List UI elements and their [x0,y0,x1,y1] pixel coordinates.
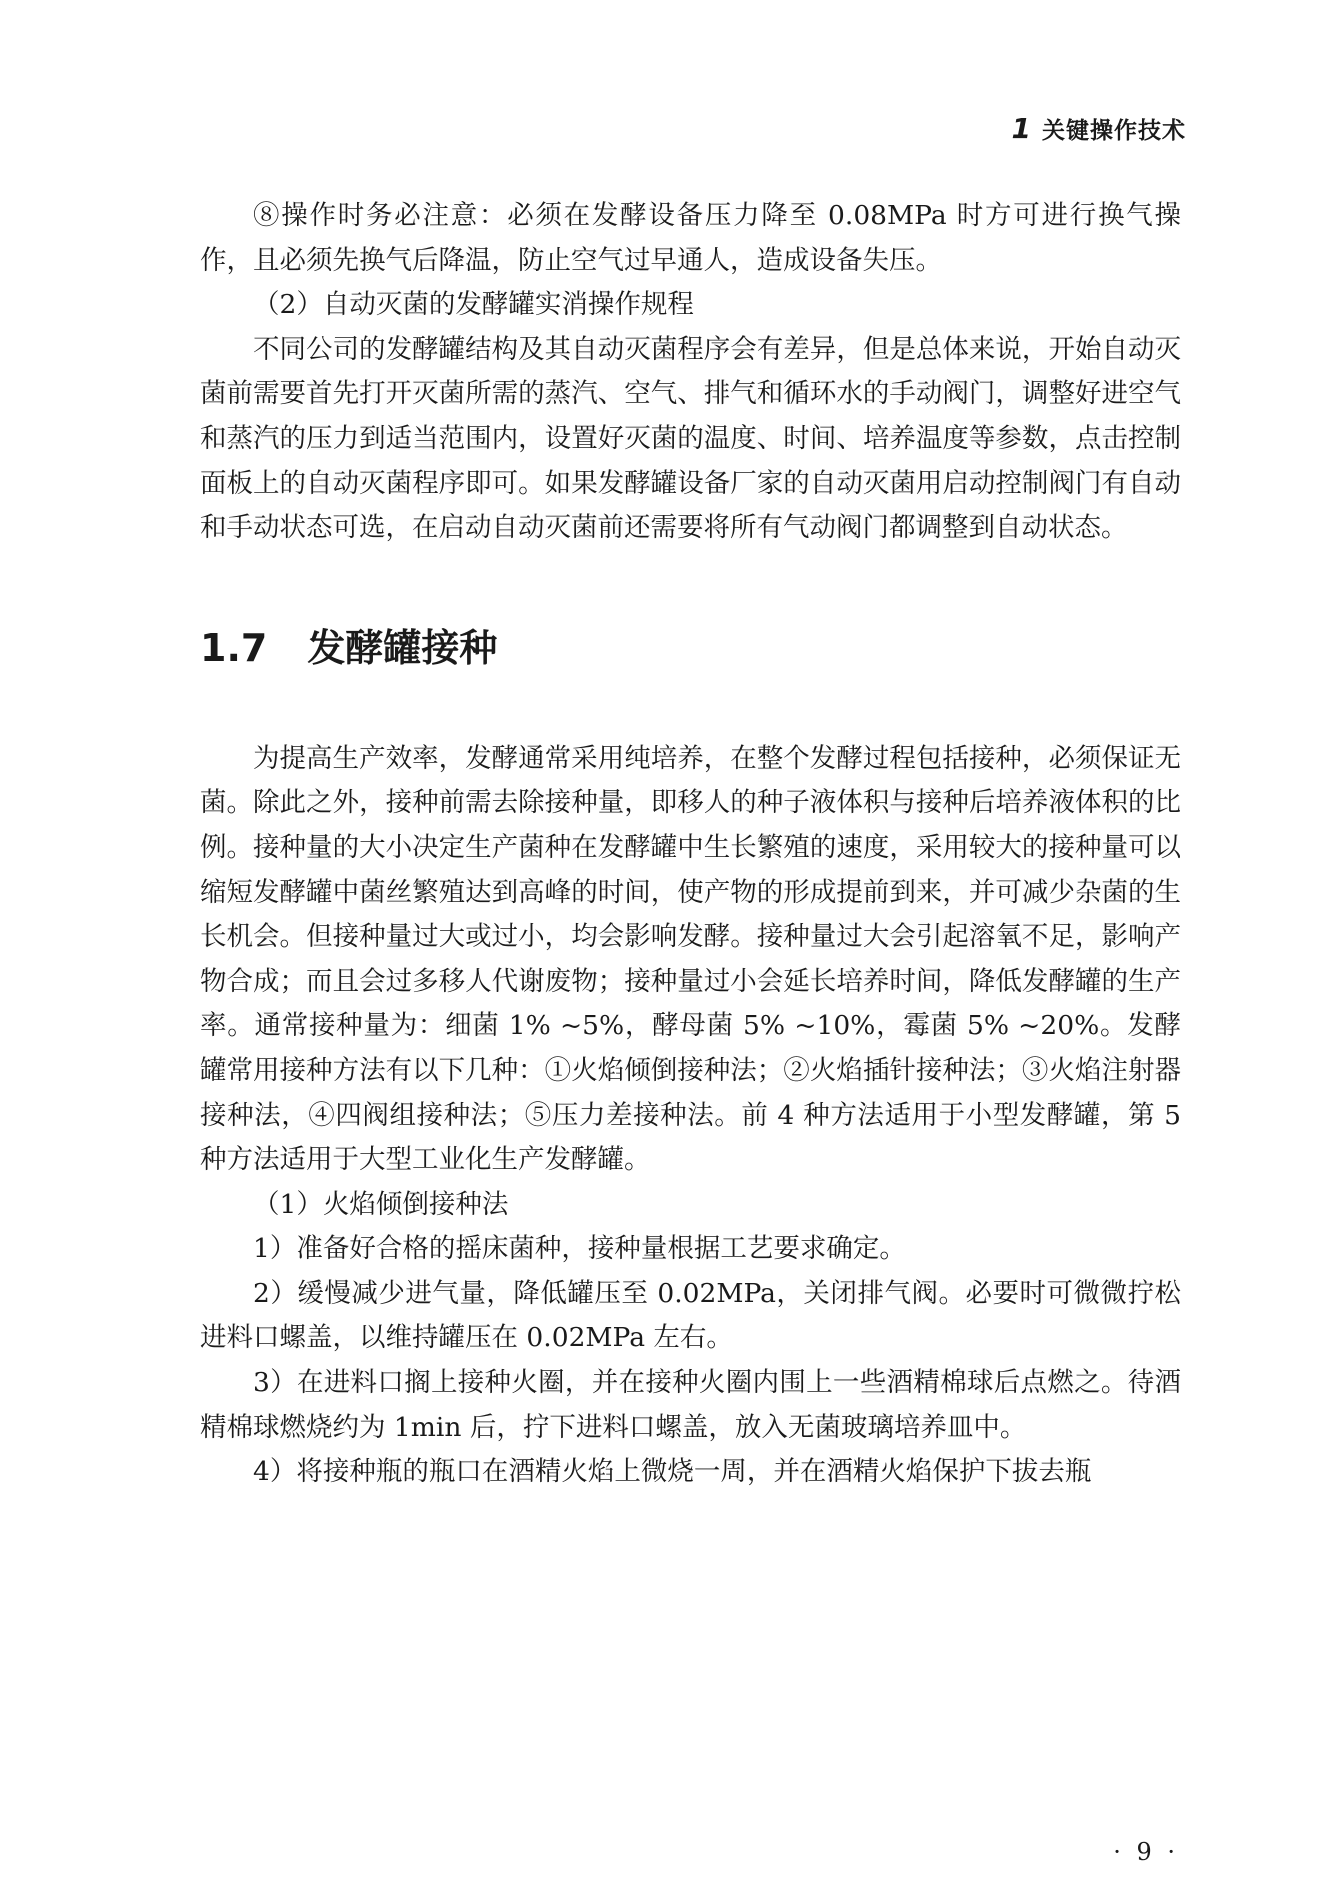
section-title: 发酵罐接种 [307,625,498,670]
subheading-paragraph: （1）火焰倾倒接种法 [253,1188,509,1220]
paragraph: 为提高生产效率，发酵通常采用纯培养，在整个发酵过程包括接种，必须保证无菌。除此之外，接种前需去除接种量，即移人的种子液体积与接种后培养液体积的比例。接种量的大小决定生产菌种在发酵罐中生长繁殖的速度，采用较大的接种量可以缩短发酵罐中菌丝繁殖达到高峰的时间，使产物的形成提前到来，并可减少杂菌的生长机会。但接种量过大或过小，均会影响发酵。接种量过大会引起溶氧不足，影响产物合成；而且会过多移人代谢废物；接种量过小会延长培养时间，降低发酵罐的生产率。通常接种量为：细菌 1% ~5%，酵母菌 5% ~10%，霉菌 5% ~20%。发酵罐常用接种方法有以下几种：①火焰倾倒接种法；②火焰插针接种法；③火焰注射器接种法，④四阀组接种法；⑤压力差接种法。前 4 种方法适用于小型发酵罐，第 5 种方法适用于大型工业化生产发酵罐。 [200,742,1181,1176]
subheading-paragraph: （2）自动灭菌的发酵罐实消操作规程 [253,289,694,321]
chapter-number: 1 [1011,112,1032,145]
section-number: 1.7 [200,625,268,670]
chapter-title: 关键操作技术 [1042,118,1186,144]
running-head [1012,112,1186,145]
page-body [200,194,1181,1495]
page-number: · 9 · [1113,1838,1179,1866]
step-paragraph: 1）准备好合格的摇床菌种，接种量根据工艺要求确定。 [253,1233,906,1265]
paragraph: 不同公司的发酵罐结构及其自动灭菌程序会有差异，但是总体来说，开始自动灭菌前需要首先打开灭菌所需的蒸汽、空气、排气和循环水的手动阀门，调整好进空气和蒸汽的压力到适当范围内，设置好灭菌的温度、时间、培养温度等参数，点击控制面板上的自动灭菌程序即可。如果发酵罐设备厂家的自动灭菌用启动控制阀门有自动和手动状态可选，在启动自动灭菌前还需要将所有气动阀门都调整到自动状态。 [200,333,1181,544]
step-paragraph: 2）缓慢减少进气量，降低罐压至 0.02MPa，关闭排气阀。必要时可微微拧松进料口螺盖，以维持罐压在 0.02MPa 左右。 [200,1277,1181,1354]
step-paragraph: 4）将接种瓶的瓶口在酒精火焰上微烧一周，并在酒精火焰保护下拔去瓶 [253,1456,1092,1488]
section-heading [200,623,1181,673]
paragraph: ⑧操作时务必注意：必须在发酵设备压力降至 0.08MPa 时方可进行换气操作，且必须先换气后降温，防止空气过早通人，造成设备失压。 [200,200,1181,276]
step-paragraph: 3）在进料口搁上接种火圈，并在接种火圈内围上一些酒精棉球后点燃之。待酒精棉球燃烧约为 1min 后，拧下进料口螺盖，放入无菌玻璃培养皿中。 [200,1367,1181,1443]
